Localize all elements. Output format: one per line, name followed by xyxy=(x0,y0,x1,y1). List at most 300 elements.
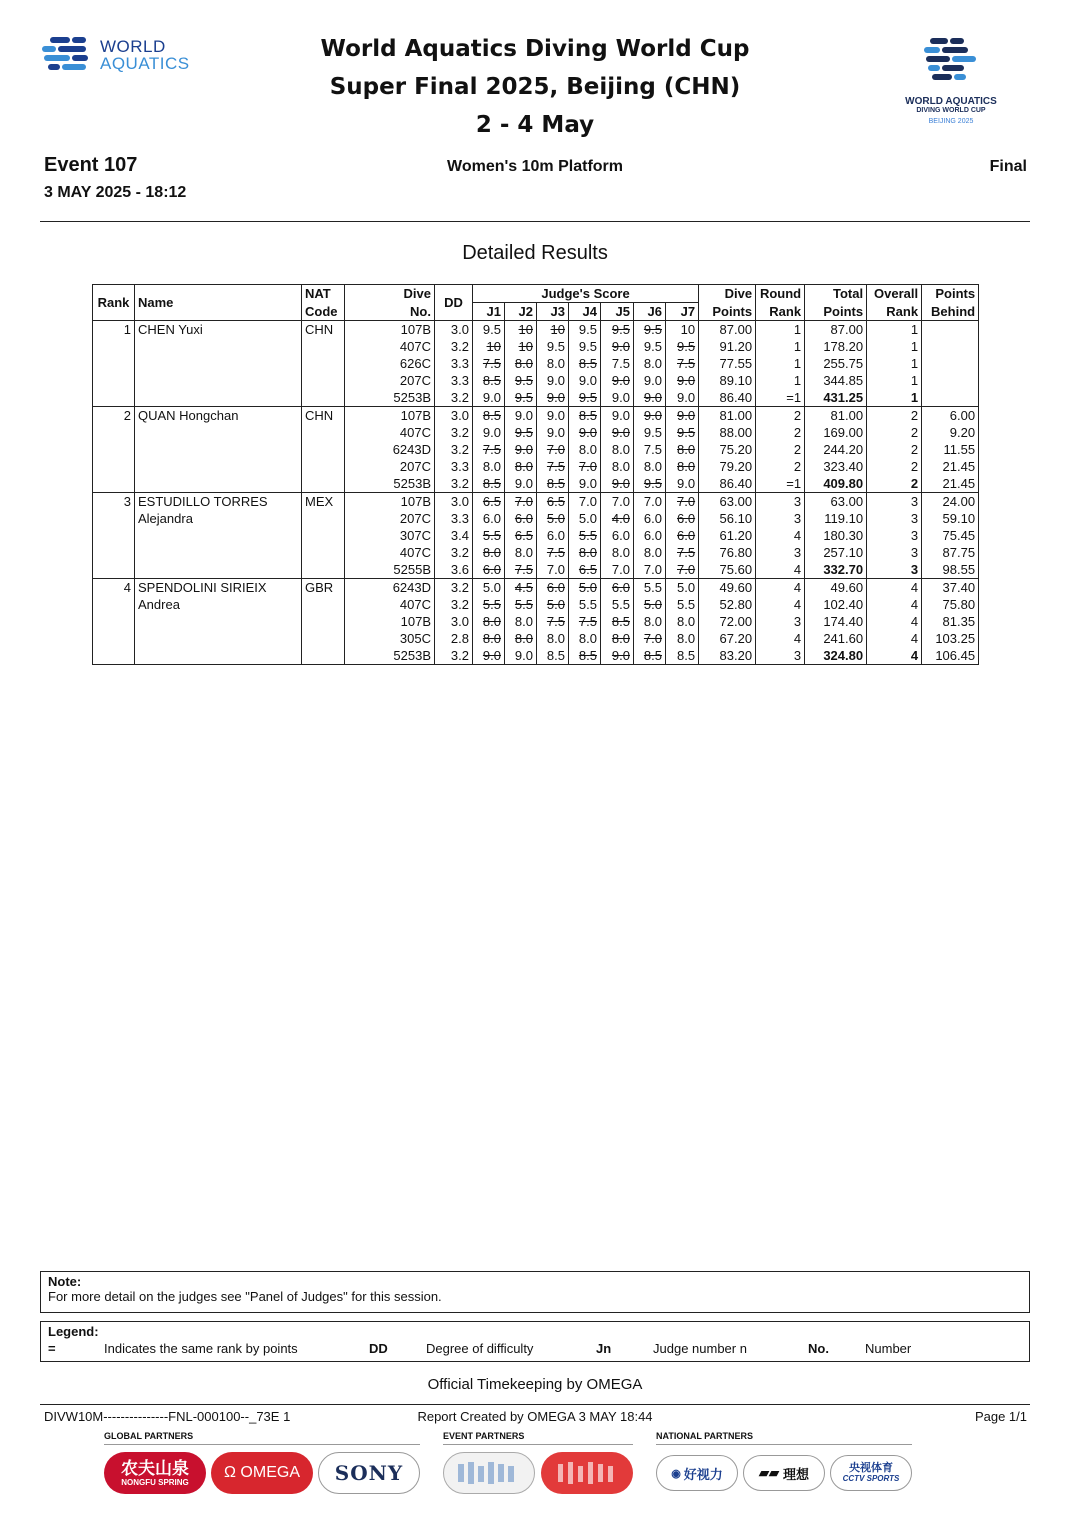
overall-rank-cell: 2 xyxy=(867,424,922,441)
world-aquatics-logo xyxy=(42,36,222,80)
judge-score: 5.5 xyxy=(569,596,601,613)
round-rank-cell: 2 xyxy=(756,441,805,458)
judge-score: 9.0 xyxy=(601,389,634,407)
athlete-name-cell xyxy=(135,389,302,407)
dd-cell: 3.0 xyxy=(435,493,473,511)
report-created: Report Created by OMEGA 3 MAY 18:44 xyxy=(417,1409,653,1424)
overall-rank-cell: 4 xyxy=(867,579,922,597)
dd-cell: 3.2 xyxy=(435,544,473,561)
eye-icon: ◉ xyxy=(671,1467,681,1480)
col-dive-points-2: Points xyxy=(699,303,756,321)
overall-rank-cell: 4 xyxy=(867,647,922,665)
points-behind-cell: 6.00 xyxy=(922,407,979,425)
page-number: Page 1/1 xyxy=(974,1409,1027,1424)
dd-cell: 3.6 xyxy=(435,561,473,579)
points-behind-cell: 81.35 xyxy=(922,613,979,630)
event-datetime: 3 MAY 2025 - 18:12 xyxy=(44,184,187,201)
athlete-name-cell xyxy=(135,544,302,561)
judge-score-discarded: 9.0 xyxy=(601,424,634,441)
rank-cell xyxy=(93,355,135,372)
dive-no-cell: 207C xyxy=(345,372,435,389)
rank-cell: 1 xyxy=(93,321,135,339)
judge-score: 9.5 xyxy=(634,424,666,441)
dd-cell: 3.0 xyxy=(435,407,473,425)
judge-score: 9.5 xyxy=(634,338,666,355)
legend-key: = xyxy=(48,1341,56,1356)
judge-score-discarded: 9.0 xyxy=(634,389,666,407)
judge-score-discarded: 9.5 xyxy=(666,424,699,441)
judge-score: 9.0 xyxy=(537,407,569,425)
judge-score-discarded: 6.0 xyxy=(666,527,699,544)
dive-points-cell: 76.80 xyxy=(699,544,756,561)
judge-score: 7.0 xyxy=(569,493,601,511)
judge-score: 7.0 xyxy=(537,561,569,579)
total-points-cell: 180.30 xyxy=(805,527,867,544)
event-phase: Final xyxy=(989,158,1027,175)
legend-desc: Degree of difficulty xyxy=(426,1341,534,1356)
dive-points-cell: 89.10 xyxy=(699,372,756,389)
judge-score-discarded: 10 xyxy=(505,338,537,355)
rank-cell xyxy=(93,389,135,407)
dive-no-cell: 626C xyxy=(345,355,435,372)
col-round-rank-2: Rank xyxy=(756,303,805,321)
points-behind-cell: 21.45 xyxy=(922,475,979,493)
points-behind-cell xyxy=(922,355,979,372)
dd-cell: 3.2 xyxy=(435,338,473,355)
overall-rank-cell: 1 xyxy=(867,389,922,407)
dive-points-cell: 56.10 xyxy=(699,510,756,527)
dd-cell: 3.2 xyxy=(435,424,473,441)
rank-cell xyxy=(93,475,135,493)
dive-no-cell: 307C xyxy=(345,527,435,544)
dd-cell: 3.3 xyxy=(435,372,473,389)
page-title: World Aquatics Diving World Cup Super Final 2025, Beijing (CHN) 2 - 4 May xyxy=(320,36,750,138)
athlete-name-cell xyxy=(135,458,302,475)
round-rank-cell: 3 xyxy=(756,510,805,527)
judge-score: 10 xyxy=(666,321,699,339)
judge-score: 6.0 xyxy=(634,527,666,544)
judge-score-discarded: 5.5 xyxy=(569,527,601,544)
event-partners-line xyxy=(443,1444,633,1445)
judge-score-discarded: 4.0 xyxy=(601,510,634,527)
dive-points-cell: 67.20 xyxy=(699,630,756,647)
event-partner-2-icon xyxy=(552,1460,622,1486)
rank-cell xyxy=(93,372,135,389)
judge-score-discarded: 9.5 xyxy=(634,321,666,339)
judge-score: 9.5 xyxy=(537,338,569,355)
judge-score: 8.0 xyxy=(601,458,634,475)
col-j2: J2 xyxy=(505,303,537,321)
judge-score-discarded: 6.5 xyxy=(537,493,569,511)
points-behind-cell: 98.55 xyxy=(922,561,979,579)
judge-score-discarded: 6.0 xyxy=(537,579,569,597)
col-j7: J7 xyxy=(666,303,699,321)
overall-rank-cell: 3 xyxy=(867,510,922,527)
dive-points-cell: 77.55 xyxy=(699,355,756,372)
total-points-cell: 323.40 xyxy=(805,458,867,475)
col-j5: J5 xyxy=(601,303,634,321)
judge-score: 9.0 xyxy=(537,424,569,441)
table-row xyxy=(93,441,979,458)
nat-code-cell xyxy=(302,458,345,475)
dive-points-cell: 88.00 xyxy=(699,424,756,441)
col-dive-1: Dive xyxy=(345,285,435,303)
timekeeping-credit: Official Timekeeping by OMEGA xyxy=(427,1376,643,1393)
haoshili-logo: ◉ 好视力 xyxy=(656,1455,738,1491)
judge-score: 8.0 xyxy=(569,441,601,458)
judge-score-discarded: 5.0 xyxy=(569,579,601,597)
dive-no-cell: 407C xyxy=(345,424,435,441)
dive-no-cell: 407C xyxy=(345,338,435,355)
total-points-cell: 49.60 xyxy=(805,579,867,597)
sony-logo: SONY xyxy=(318,1452,420,1494)
note-box xyxy=(40,1271,1030,1313)
dd-cell: 3.2 xyxy=(435,475,473,493)
judge-score-discarded: 5.0 xyxy=(634,596,666,613)
col-total-points-1: Total xyxy=(805,285,867,303)
note-text: For more detail on the judges see "Panel of Judges" for this session. xyxy=(48,1289,442,1304)
dive-no-cell: 407C xyxy=(345,596,435,613)
judge-score: 9.0 xyxy=(473,424,505,441)
judge-score-discarded: 7.0 xyxy=(569,458,601,475)
judge-score-discarded: 8.5 xyxy=(473,407,505,425)
total-points-cell: 257.10 xyxy=(805,544,867,561)
judge-score-discarded: 9.5 xyxy=(634,475,666,493)
col-dive-2: No. xyxy=(345,303,435,321)
rank-cell xyxy=(93,561,135,579)
athlete-name-cell xyxy=(135,647,302,665)
judge-score: 5.0 xyxy=(666,579,699,597)
judge-score-discarded: 7.0 xyxy=(666,561,699,579)
judge-score-discarded: 6.5 xyxy=(569,561,601,579)
judge-score-discarded: 7.5 xyxy=(505,561,537,579)
judge-score: 9.5 xyxy=(569,338,601,355)
judge-score-discarded: 6.5 xyxy=(473,493,505,511)
col-dd: DD xyxy=(435,285,473,321)
col-rank: Rank xyxy=(93,285,135,321)
dive-no-cell: 5253B xyxy=(345,647,435,665)
athlete-name-cell xyxy=(135,475,302,493)
points-behind-cell: 106.45 xyxy=(922,647,979,665)
athlete-name-cell xyxy=(135,527,302,544)
judge-score: 8.0 xyxy=(634,355,666,372)
dive-no-cell: 5255B xyxy=(345,561,435,579)
judge-score-discarded: 6.0 xyxy=(473,561,505,579)
judge-score: 9.0 xyxy=(666,475,699,493)
col-dive-points-1: Dive xyxy=(699,285,756,303)
rank-cell xyxy=(93,630,135,647)
judge-score-discarded: 7.0 xyxy=(634,630,666,647)
event-partners-label: EVENT PARTNERS xyxy=(443,1431,525,1441)
round-rank-cell: 1 xyxy=(756,338,805,355)
points-behind-cell: 9.20 xyxy=(922,424,979,441)
table-row xyxy=(93,424,979,441)
judge-score: 8.0 xyxy=(601,544,634,561)
legend-desc: Indicates the same rank by points xyxy=(104,1341,298,1356)
round-rank-cell: 2 xyxy=(756,407,805,425)
dive-no-cell: 107B xyxy=(345,613,435,630)
judge-score: 5.5 xyxy=(666,596,699,613)
overall-rank-cell: 3 xyxy=(867,561,922,579)
table-row xyxy=(93,647,979,665)
dive-points-cell: 79.20 xyxy=(699,458,756,475)
table-row xyxy=(93,544,979,561)
judge-score-discarded: 9.5 xyxy=(569,389,601,407)
judge-score: 9.0 xyxy=(537,372,569,389)
total-points-cell: 178.20 xyxy=(805,338,867,355)
rank-cell: 2 xyxy=(93,407,135,425)
points-behind-cell: 75.80 xyxy=(922,596,979,613)
round-rank-cell: 4 xyxy=(756,527,805,544)
table-row xyxy=(93,561,979,579)
judge-score-discarded: 9.0 xyxy=(505,441,537,458)
judge-score: 7.0 xyxy=(601,561,634,579)
col-j6: J6 xyxy=(634,303,666,321)
nat-code-cell xyxy=(302,613,345,630)
total-points-cell: 81.00 xyxy=(805,407,867,425)
event-partner-logo-2 xyxy=(541,1452,633,1494)
judge-score-discarded: 8.5 xyxy=(569,407,601,425)
col-nat-2: Code xyxy=(302,303,345,321)
nat-code-cell xyxy=(302,441,345,458)
judge-score: 8.0 xyxy=(666,613,699,630)
overall-rank-cell: 2 xyxy=(867,441,922,458)
judge-score-discarded: 8.5 xyxy=(473,475,505,493)
col-j4: J4 xyxy=(569,303,601,321)
dive-points-cell: 52.80 xyxy=(699,596,756,613)
nat-code-cell xyxy=(302,527,345,544)
event-number: Event 107 xyxy=(44,154,138,176)
judge-score: 8.0 xyxy=(505,544,537,561)
col-judges: Judge's Score xyxy=(473,285,699,303)
dive-points-cell: 87.00 xyxy=(699,321,756,339)
rank-cell xyxy=(93,647,135,665)
judge-score: 7.0 xyxy=(634,561,666,579)
report-code: DIVW10M---------------FNL-000100--_73E 1 xyxy=(44,1409,291,1424)
athlete-name-cell xyxy=(135,630,302,647)
judge-score-discarded: 8.5 xyxy=(473,372,505,389)
judge-score: 7.5 xyxy=(601,355,634,372)
athlete-name-cell xyxy=(135,441,302,458)
dd-cell: 3.3 xyxy=(435,458,473,475)
table-row xyxy=(93,493,979,511)
rank-cell xyxy=(93,424,135,441)
dd-cell: 3.2 xyxy=(435,441,473,458)
judge-score: 8.0 xyxy=(601,441,634,458)
judge-score: 8.0 xyxy=(569,630,601,647)
judge-score-discarded: 9.5 xyxy=(505,372,537,389)
cctv-sports-logo: 央视体育 CCTV SPORTS xyxy=(830,1455,912,1491)
dive-points-cell: 81.00 xyxy=(699,407,756,425)
national-partners-line xyxy=(656,1444,912,1445)
dd-cell: 3.0 xyxy=(435,613,473,630)
nat-code-cell: CHN xyxy=(302,321,345,339)
total-points-cell: 332.70 xyxy=(805,561,867,579)
rank-cell: 3 xyxy=(93,493,135,511)
judge-score: 7.0 xyxy=(634,493,666,511)
judge-score-discarded: 4.5 xyxy=(505,579,537,597)
col-overall-rank-1: Overall xyxy=(867,285,922,303)
national-partners-label: NATIONAL PARTNERS xyxy=(656,1431,754,1441)
total-points-cell: 87.00 xyxy=(805,321,867,339)
judge-score-discarded: 10 xyxy=(473,338,505,355)
judge-score-discarded: 9.0 xyxy=(601,647,634,665)
athlete-name-cell xyxy=(135,613,302,630)
dive-no-cell: 107B xyxy=(345,321,435,339)
dive-no-cell: 207C xyxy=(345,458,435,475)
overall-rank-cell: 1 xyxy=(867,338,922,355)
points-behind-cell xyxy=(922,372,979,389)
rank-cell xyxy=(93,544,135,561)
col-round-rank-1: Round xyxy=(756,285,805,303)
nat-code-cell xyxy=(302,475,345,493)
overall-rank-cell: 4 xyxy=(867,596,922,613)
overall-rank-cell: 1 xyxy=(867,321,922,339)
judge-score-discarded: 5.5 xyxy=(473,527,505,544)
judge-score: 8.5 xyxy=(666,647,699,665)
nat-code-cell xyxy=(302,510,345,527)
dive-no-cell: 305C xyxy=(345,630,435,647)
round-rank-cell: 4 xyxy=(756,596,805,613)
judge-score: 8.0 xyxy=(473,458,505,475)
judge-score-discarded: 8.0 xyxy=(473,613,505,630)
nat-code-cell xyxy=(302,596,345,613)
nat-code-cell xyxy=(302,389,345,407)
dive-points-cell: 75.60 xyxy=(699,561,756,579)
judge-score-discarded: 9.0 xyxy=(473,647,505,665)
judge-score: 9.0 xyxy=(569,475,601,493)
table-row xyxy=(93,355,979,372)
rank-cell xyxy=(93,527,135,544)
judge-score-discarded: 8.5 xyxy=(537,475,569,493)
dd-cell: 3.3 xyxy=(435,510,473,527)
judge-score-discarded: 9.5 xyxy=(505,389,537,407)
total-points-cell: 431.25 xyxy=(805,389,867,407)
judge-score: 7.0 xyxy=(601,493,634,511)
judge-score: 6.0 xyxy=(634,510,666,527)
rank-cell xyxy=(93,338,135,355)
athlete-name-cell xyxy=(135,372,302,389)
total-points-cell: 169.00 xyxy=(805,424,867,441)
judge-score-discarded: 9.0 xyxy=(601,338,634,355)
total-points-cell: 244.20 xyxy=(805,441,867,458)
points-behind-cell xyxy=(922,338,979,355)
total-points-cell: 255.75 xyxy=(805,355,867,372)
omega-logo: Ω OMEGA xyxy=(211,1452,313,1494)
judge-score: 6.0 xyxy=(601,527,634,544)
judge-score: 9.0 xyxy=(505,647,537,665)
global-partners-line xyxy=(104,1444,420,1445)
nat-code-cell xyxy=(302,424,345,441)
judge-score-discarded: 8.0 xyxy=(473,630,505,647)
event-partner-1-icon xyxy=(454,1460,524,1486)
points-behind-cell: 21.45 xyxy=(922,458,979,475)
judge-score-discarded: 7.5 xyxy=(569,613,601,630)
points-behind-cell xyxy=(922,389,979,407)
judge-score: 8.0 xyxy=(634,458,666,475)
dive-points-cell: 72.00 xyxy=(699,613,756,630)
overall-rank-cell: 3 xyxy=(867,527,922,544)
legend-desc: Number xyxy=(865,1341,912,1356)
world-aquatics-wordmark: WORLD AQUATICS xyxy=(100,37,190,73)
dive-no-cell: 207C xyxy=(345,510,435,527)
judge-score-discarded: 8.0 xyxy=(666,441,699,458)
rank-cell xyxy=(93,596,135,613)
table-row xyxy=(93,579,979,597)
judge-score-discarded: 7.5 xyxy=(537,613,569,630)
points-behind-cell: 37.40 xyxy=(922,579,979,597)
dd-cell: 3.2 xyxy=(435,579,473,597)
dive-points-cell: 75.20 xyxy=(699,441,756,458)
nat-code-cell xyxy=(302,544,345,561)
dive-no-cell: 5253B xyxy=(345,475,435,493)
points-behind-cell: 59.10 xyxy=(922,510,979,527)
overall-rank-cell: 1 xyxy=(867,355,922,372)
dive-no-cell: 6243D xyxy=(345,579,435,597)
judge-score-discarded: 8.5 xyxy=(569,647,601,665)
col-overall-rank-2: Rank xyxy=(867,303,922,321)
total-points-cell: 102.40 xyxy=(805,596,867,613)
rank-cell xyxy=(93,458,135,475)
results-table xyxy=(92,284,979,665)
judge-score: 9.0 xyxy=(569,372,601,389)
athlete-name-cell: CHEN Yuxi xyxy=(135,321,302,339)
athlete-name-cell: QUAN Hongchan xyxy=(135,407,302,425)
points-behind-cell: 87.75 xyxy=(922,544,979,561)
header-divider xyxy=(40,221,1030,222)
judge-score: 6.0 xyxy=(473,510,505,527)
legend-desc: Judge number n xyxy=(653,1341,747,1356)
judge-score: 8.0 xyxy=(505,613,537,630)
event-partner-logo-1 xyxy=(443,1452,535,1494)
table-row xyxy=(93,510,979,527)
overall-rank-cell: 3 xyxy=(867,544,922,561)
dive-no-cell: 6243D xyxy=(345,441,435,458)
judge-score: 6.0 xyxy=(537,527,569,544)
judge-score-discarded: 6.0 xyxy=(601,579,634,597)
judge-score-discarded: 9.0 xyxy=(537,389,569,407)
judge-score: 5.5 xyxy=(634,579,666,597)
judge-score-discarded: 9.0 xyxy=(601,475,634,493)
table-row xyxy=(93,458,979,475)
col-total-points-2: Points xyxy=(805,303,867,321)
judge-score: 9.0 xyxy=(634,372,666,389)
legend-key: Jn xyxy=(596,1341,612,1356)
table-row xyxy=(93,338,979,355)
judge-score: 9.0 xyxy=(505,475,537,493)
round-rank-cell: =1 xyxy=(756,475,805,493)
judge-score: 9.0 xyxy=(473,389,505,407)
dive-points-cell: 83.20 xyxy=(699,647,756,665)
total-points-cell: 241.60 xyxy=(805,630,867,647)
nongfu-spring-logo: 农夫山泉 NONGFU SPRING xyxy=(104,1452,206,1494)
table-row xyxy=(93,527,979,544)
judge-score-discarded: 8.0 xyxy=(569,544,601,561)
judge-score: 8.0 xyxy=(666,630,699,647)
round-rank-cell: 4 xyxy=(756,630,805,647)
judge-score-discarded: 5.5 xyxy=(505,596,537,613)
dive-no-cell: 107B xyxy=(345,407,435,425)
judge-score-discarded: 10 xyxy=(537,321,569,339)
table-row xyxy=(93,596,979,613)
round-rank-cell: 2 xyxy=(756,424,805,441)
dive-no-cell: 107B xyxy=(345,493,435,511)
col-points-behind-1: Points xyxy=(922,285,979,303)
judge-score-discarded: 8.0 xyxy=(505,458,537,475)
dd-cell: 3.4 xyxy=(435,527,473,544)
athlete-name-cell xyxy=(135,424,302,441)
diving-world-cup-logo: WORLD AQUATICS DIVING WORLD CUP BEIJING 2025 xyxy=(890,36,1012,136)
